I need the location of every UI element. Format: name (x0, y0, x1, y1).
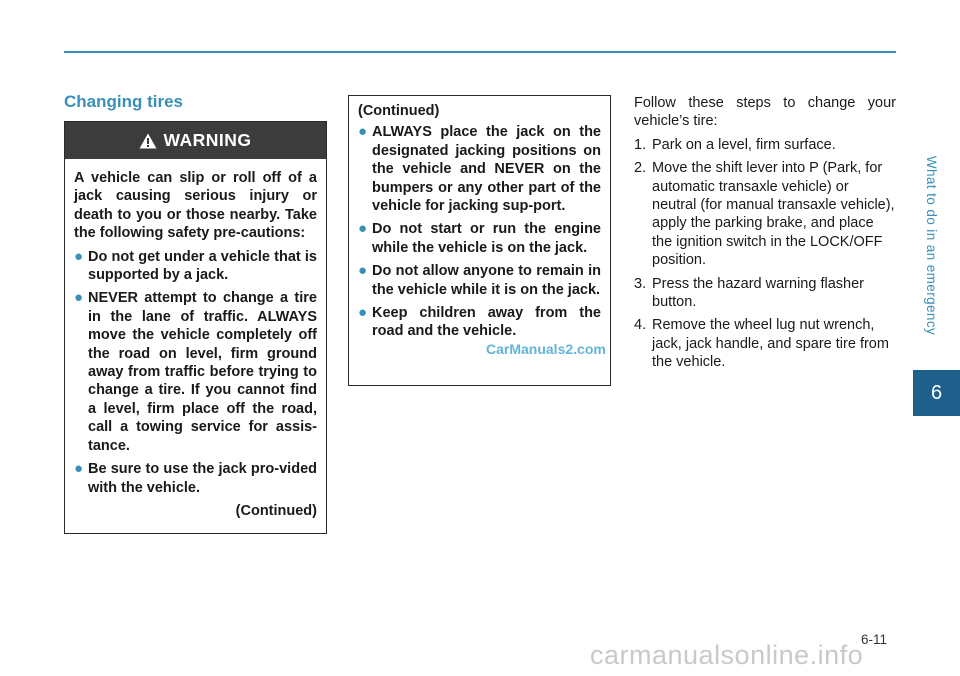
list-item: ● NEVER attempt to change a tire in the lane of traffic. ALWAYS move the vehicle completely off the road on level, firm ground away from traffic before trying to change a tire. If you cannot find a level, firm place off the road, call a towing service for assis-tance. (74, 289, 317, 454)
step-number: 2. (634, 160, 647, 177)
step-text: Remove the wheel lug nut wrench, jack, jack handle, and spare tire from the vehicle. (652, 317, 889, 371)
list-item: ● Keep children away from the road and the vehicle. (358, 304, 601, 340)
chapter-tab: 6 (913, 370, 960, 416)
page-number: 6-11 (861, 632, 888, 647)
bullet-icon: ● (74, 247, 84, 265)
list-item (634, 159, 896, 269)
warning-box (64, 121, 327, 534)
continued-heading: (Continued) (358, 103, 440, 119)
step-text: Press the hazard warning flasher button. (652, 275, 864, 311)
bullet-icon: ● (74, 289, 84, 307)
list-item: ● Be sure to use the jack pro-vided with the vehicle. (74, 460, 317, 496)
section-title: Changing tires (64, 92, 184, 111)
list-item: ● Do not get under a vehicle that is supported by a jack. (74, 247, 317, 284)
step-number: 4. (634, 317, 647, 334)
warning-intro: A vehicle can slip or roll off of a jack causing serious injury or death to you or those nearby. Take the following safety pre-cautions: (74, 170, 317, 242)
chapter-side-label: What to do in an emergency (924, 155, 940, 335)
warning-label: WARNING (163, 130, 252, 150)
step-number: 1. (634, 136, 647, 153)
bullet-icon: ● (358, 220, 368, 238)
list-item (634, 136, 896, 154)
steps-list (634, 94, 896, 377)
header-rule (64, 51, 896, 53)
step-text: Park on a level, firm surface. (652, 136, 836, 153)
warning-triangle-icon (139, 133, 157, 149)
list-item: ● Do not allow anyone to remain in the vehicle while it is on the jack. (358, 262, 601, 298)
bullet-icon: ● (358, 123, 368, 141)
footer-watermark: carmanualsonline.info (590, 640, 864, 670)
list-item (634, 275, 896, 312)
watermark: CarManuals2.com (486, 341, 606, 357)
list-item: ● Do not start or run the engine while the vehicle is on the jack. (358, 220, 601, 256)
bullet-icon: ● (358, 304, 368, 322)
warning-header (65, 122, 326, 159)
continued-label: (Continued) (235, 502, 317, 519)
bullet-icon: ● (358, 262, 368, 280)
step-number: 3. (634, 275, 647, 292)
bullet-icon: ● (74, 460, 84, 478)
steps-intro: Follow these steps to change your vehicle’s tire: (634, 95, 896, 130)
list-item: ● ALWAYS place the jack on the designated jacking positions on the vehicle and NEVER on the bumpers or any other part of the vehicle for jacking sup-port. (358, 123, 601, 215)
list-item (634, 316, 896, 371)
step-text: Move the shift lever into P (Park, for automatic transaxle vehicle) or neutral (for manual transaxle vehicle), apply the parking brake, and place the ignition switch in the LOCK/OFF position. (652, 160, 895, 269)
